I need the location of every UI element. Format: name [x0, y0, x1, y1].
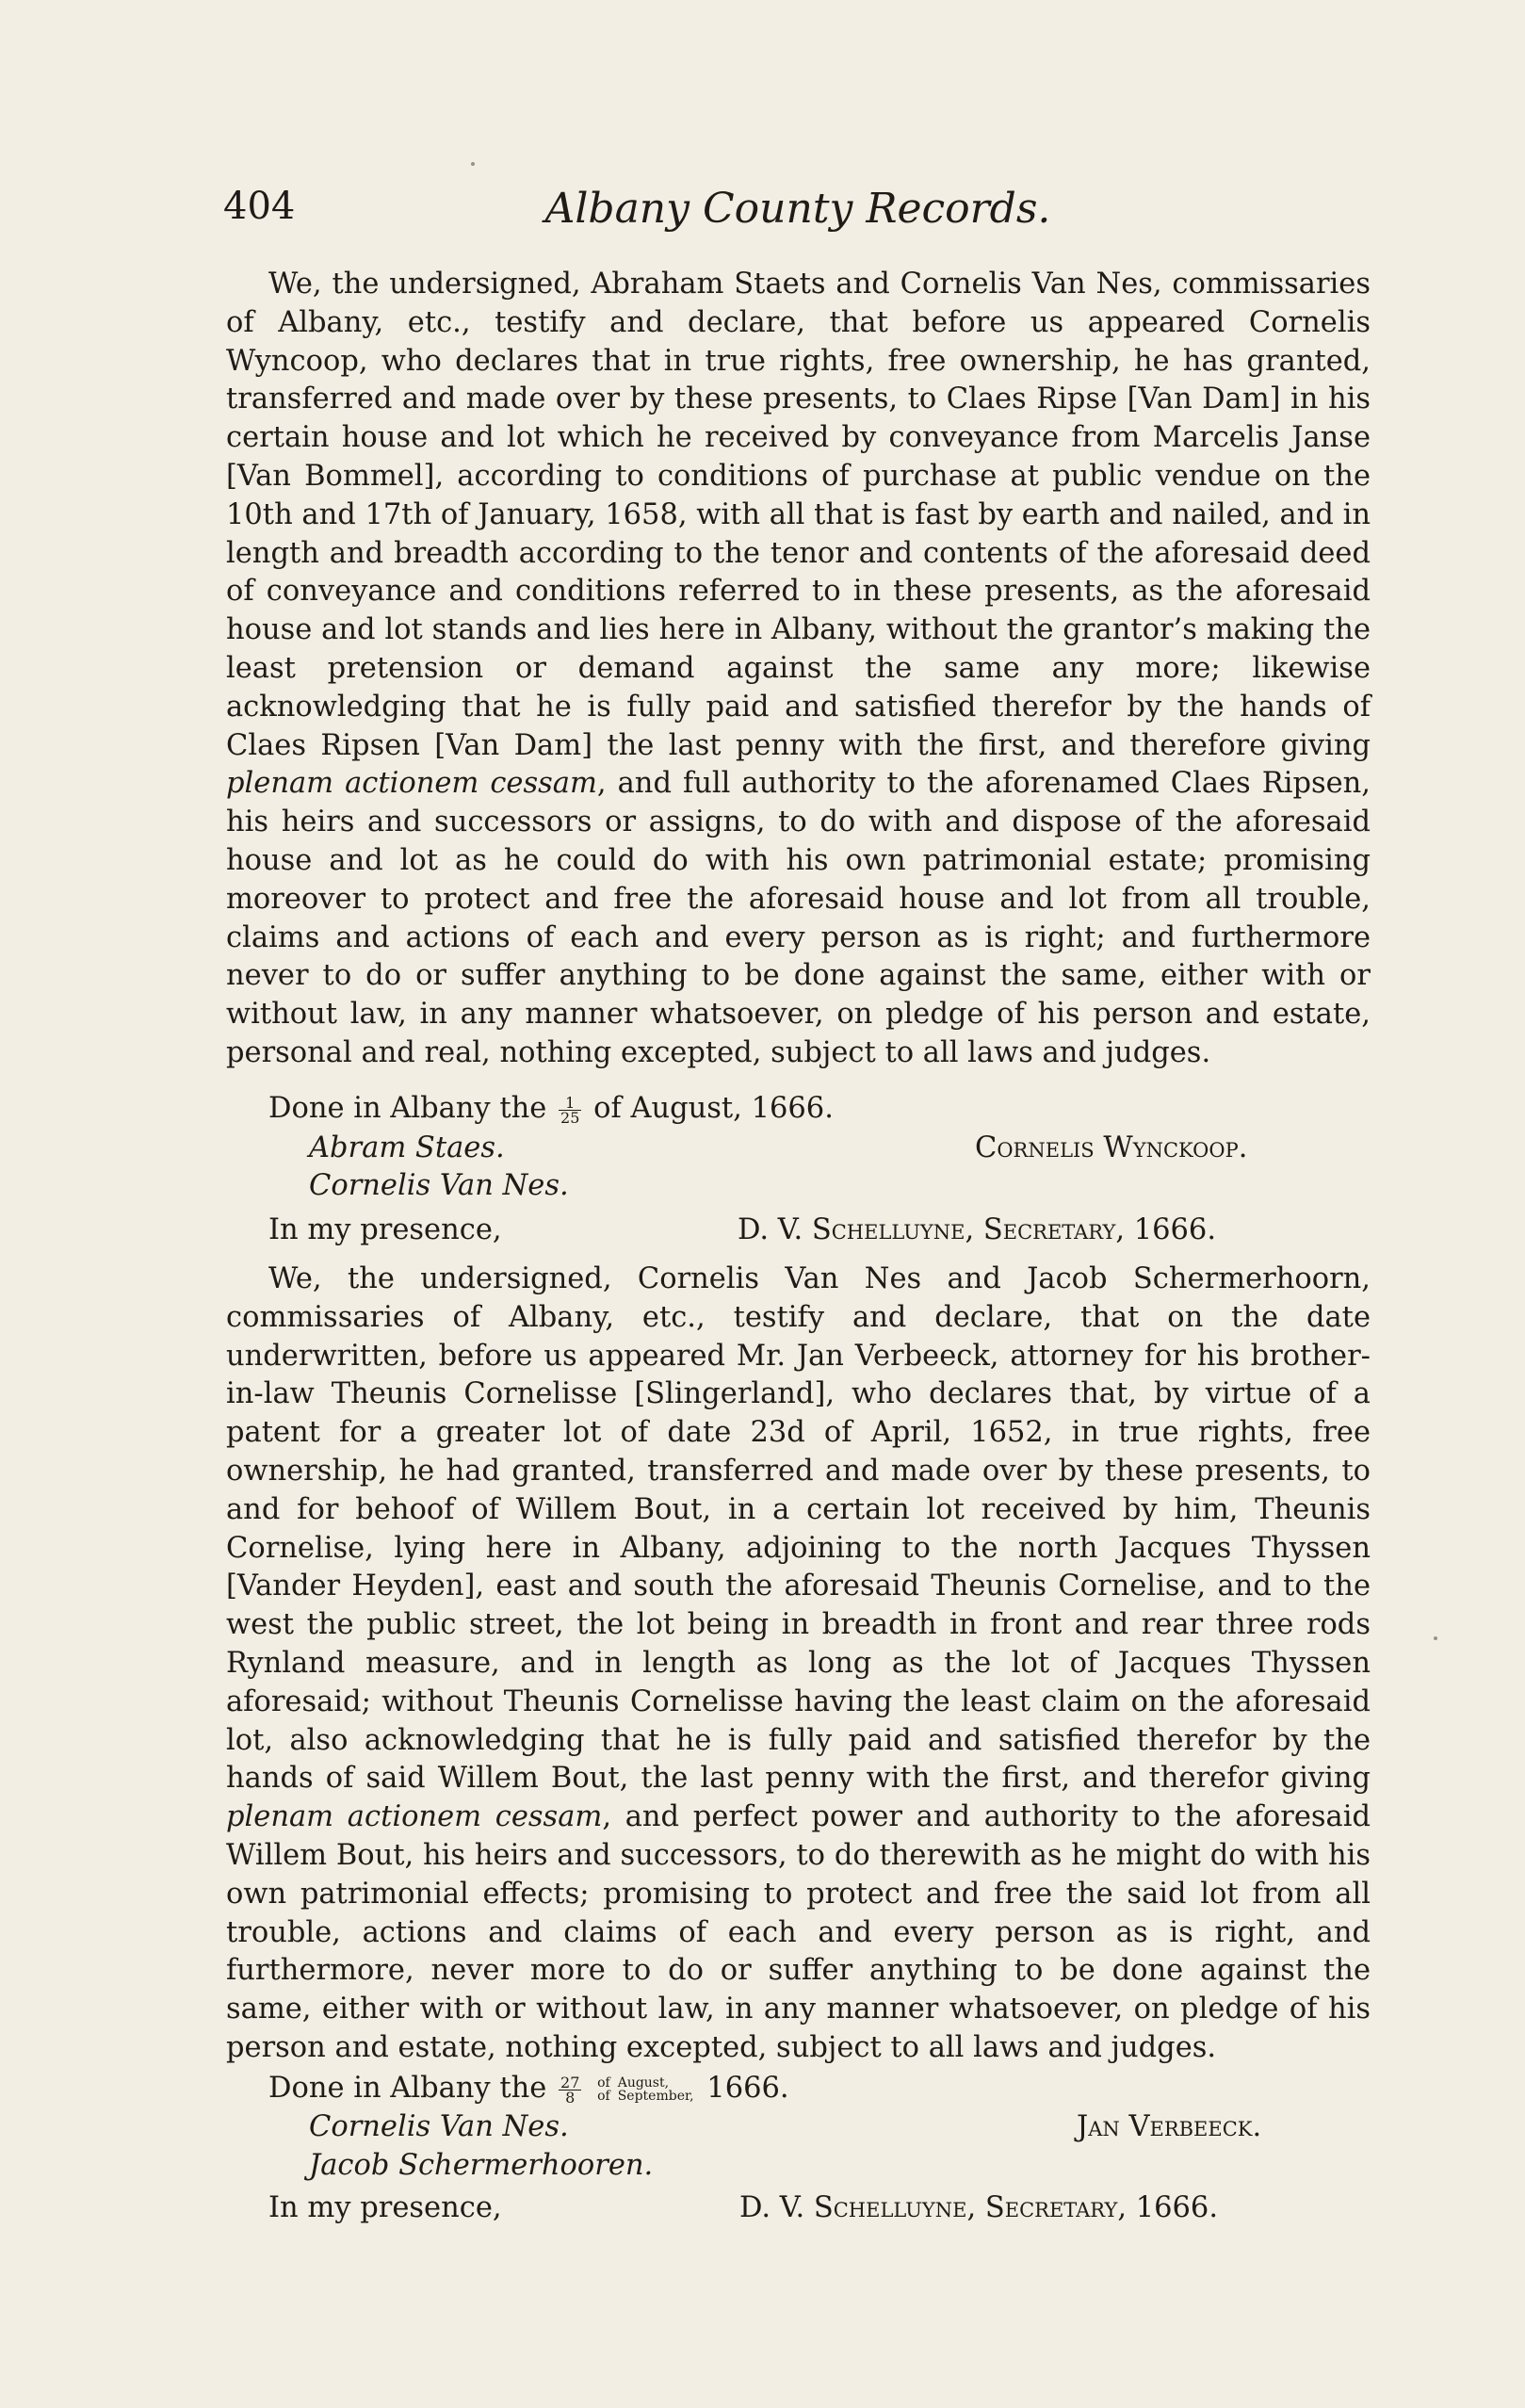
deed-paragraph-2 [226, 1261, 1371, 2068]
deed-1-text-part-1: We, the undersigned, Abraham Staets and Cornelis Van Nes, commissaries of Albany, etc., testify and declare, that before us appeared Cornelis Wyncoop, who declares that in true rights, free ownership, he has granted, transferred and made over by these presents, to Claes Ripse [Van Dam] in his certain house and lot which he received by conveyance from Marcelis Janse [Van Bommel], according to conditions of purchase at public vendue on the 10th and 17th of January, 1658, with all that is fast by earth and nailed, and in length and breadth according to the tenor and contents of the aforesaid deed of conveyance and conditions referred to in these presents, as the aforesaid house and lot stands and lies here in Albany, without the grantor’s making the least pretension or demand against the same any more; likewise acknowledging that he is fully paid and satisfied therefor by the hands of Claes Ripsen [Van Dam] the last penny with the first, and therefore giving [226, 268, 1371, 762]
signer-jacob-schermerhooren: Jacob Schermerhooren. [309, 2149, 654, 2182]
done-in-albany-label: Done in Albany the [268, 2072, 547, 2105]
date-year: 1666. [706, 2072, 789, 2105]
secretary-signature: D. V. Schelluyne, Secretary, 1666. [739, 2191, 1219, 2224]
signer-cornelis-wynckoop: Cornelis Wynckoop. [975, 1131, 1248, 1164]
deed-2-latin-phrase: plenam actionem cessam [226, 1800, 603, 1834]
date-of-labels: of of [597, 2075, 610, 2104]
print-speck [471, 162, 475, 166]
signer-abram-staes: Abram Staes. [309, 1131, 505, 1164]
page-number: 404 [223, 185, 296, 228]
date-fraction: $\frac{1}{25}$ [560, 1093, 580, 1127]
deed-1-date-line [268, 1092, 834, 1125]
secretary-signature: D. V. Schelluyne, Secretary, 1666. [738, 1213, 1217, 1246]
presence-label: In my presence, [268, 2191, 502, 2224]
signer-cornelis-van-nes: Cornelis Van Nes. [309, 2110, 569, 2143]
date-text: of August, 1666. [593, 1092, 834, 1125]
date-fraction: $\frac{27}{8}$ [560, 2073, 580, 2107]
deed-1-text-part-2: , and full authority to the aforenamed Claes Ripsen, his heirs and successors or assigns, to do with and dispose of the aforesaid house and lot as he could do with his own patrimonial estate; promising moreover to protect and free the aforesaid house and lot from all trouble, claims and actions of each and every person as is right; and furthermore never to do or suffer anything to be done against the same, either with or without law, in any manner whatsoever, on pledge of his person and estate, personal and real, nothing excepted, subject to all laws and judges. [226, 767, 1371, 1069]
done-in-albany-label: Done in Albany the [268, 1092, 547, 1125]
date-month-labels: August, September, [617, 2075, 694, 2104]
running-title: Albany County Records. [544, 185, 1051, 233]
presence-label: In my presence, [268, 1213, 502, 1246]
page-header [223, 185, 1372, 241]
signer-jan-verbeeck: Jan Verbeeck. [1077, 2110, 1262, 2143]
deed-paragraph-1 [226, 266, 1371, 1073]
deed-1-latin-phrase: plenam actionem cessam [226, 767, 597, 801]
deed-2-date-line [268, 2072, 789, 2105]
signer-cornelis-van-nes: Cornelis Van Nes. [309, 1169, 569, 1202]
deed-2-text-part-2: , and perfect power and authority to the aforesaid Willem Bout, his heirs and successors, to do therewith as he might do with his own patrimonial effects; promising to protect and free the said lot from all trouble, actions and claims of each and every person as is right, and furthermore, never more to do or suffer anything to be done against the same, either with or without law, in any manner whatsoever, on pledge of his person and estate, nothing excepted, subject to all laws and judges. [226, 1800, 1371, 2064]
deed-2-text-part-1: We, the undersigned, Cornelis Van Nes and Jacob Schermerhoorn, commissaries of Albany, etc., testify and declare, that on the date underwritten, before us appeared Mr. Jan Verbeeck, attorney for his brother-in-law Theunis Cornelisse [Slingerland], who declares that, by virtue of a patent for a greater lot of date 23d of April, 1652, in true rights, free ownership, he had granted, transferred and made over by these presents, to and for behoof of Willem Bout, in a certain lot received by him, Theunis Cornelise, lying here in Albany, adjoining to the north Jacques Thyssen [Vander Heyden], east and south the aforesaid Theunis Cornelise, and to the west the public street, the lot being in breadth in front and rear three rods Rynland measure, and in length as long as the lot of Jacques Thyssen aforesaid; without Theunis Cornelisse having the least claim on the aforesaid lot, also acknowledging that he is fully paid and satisfied therefor by the hands of said Willem Bout, the last penny with the first, and therefor giving [226, 1262, 1371, 1796]
print-speck [1434, 1636, 1437, 1640]
